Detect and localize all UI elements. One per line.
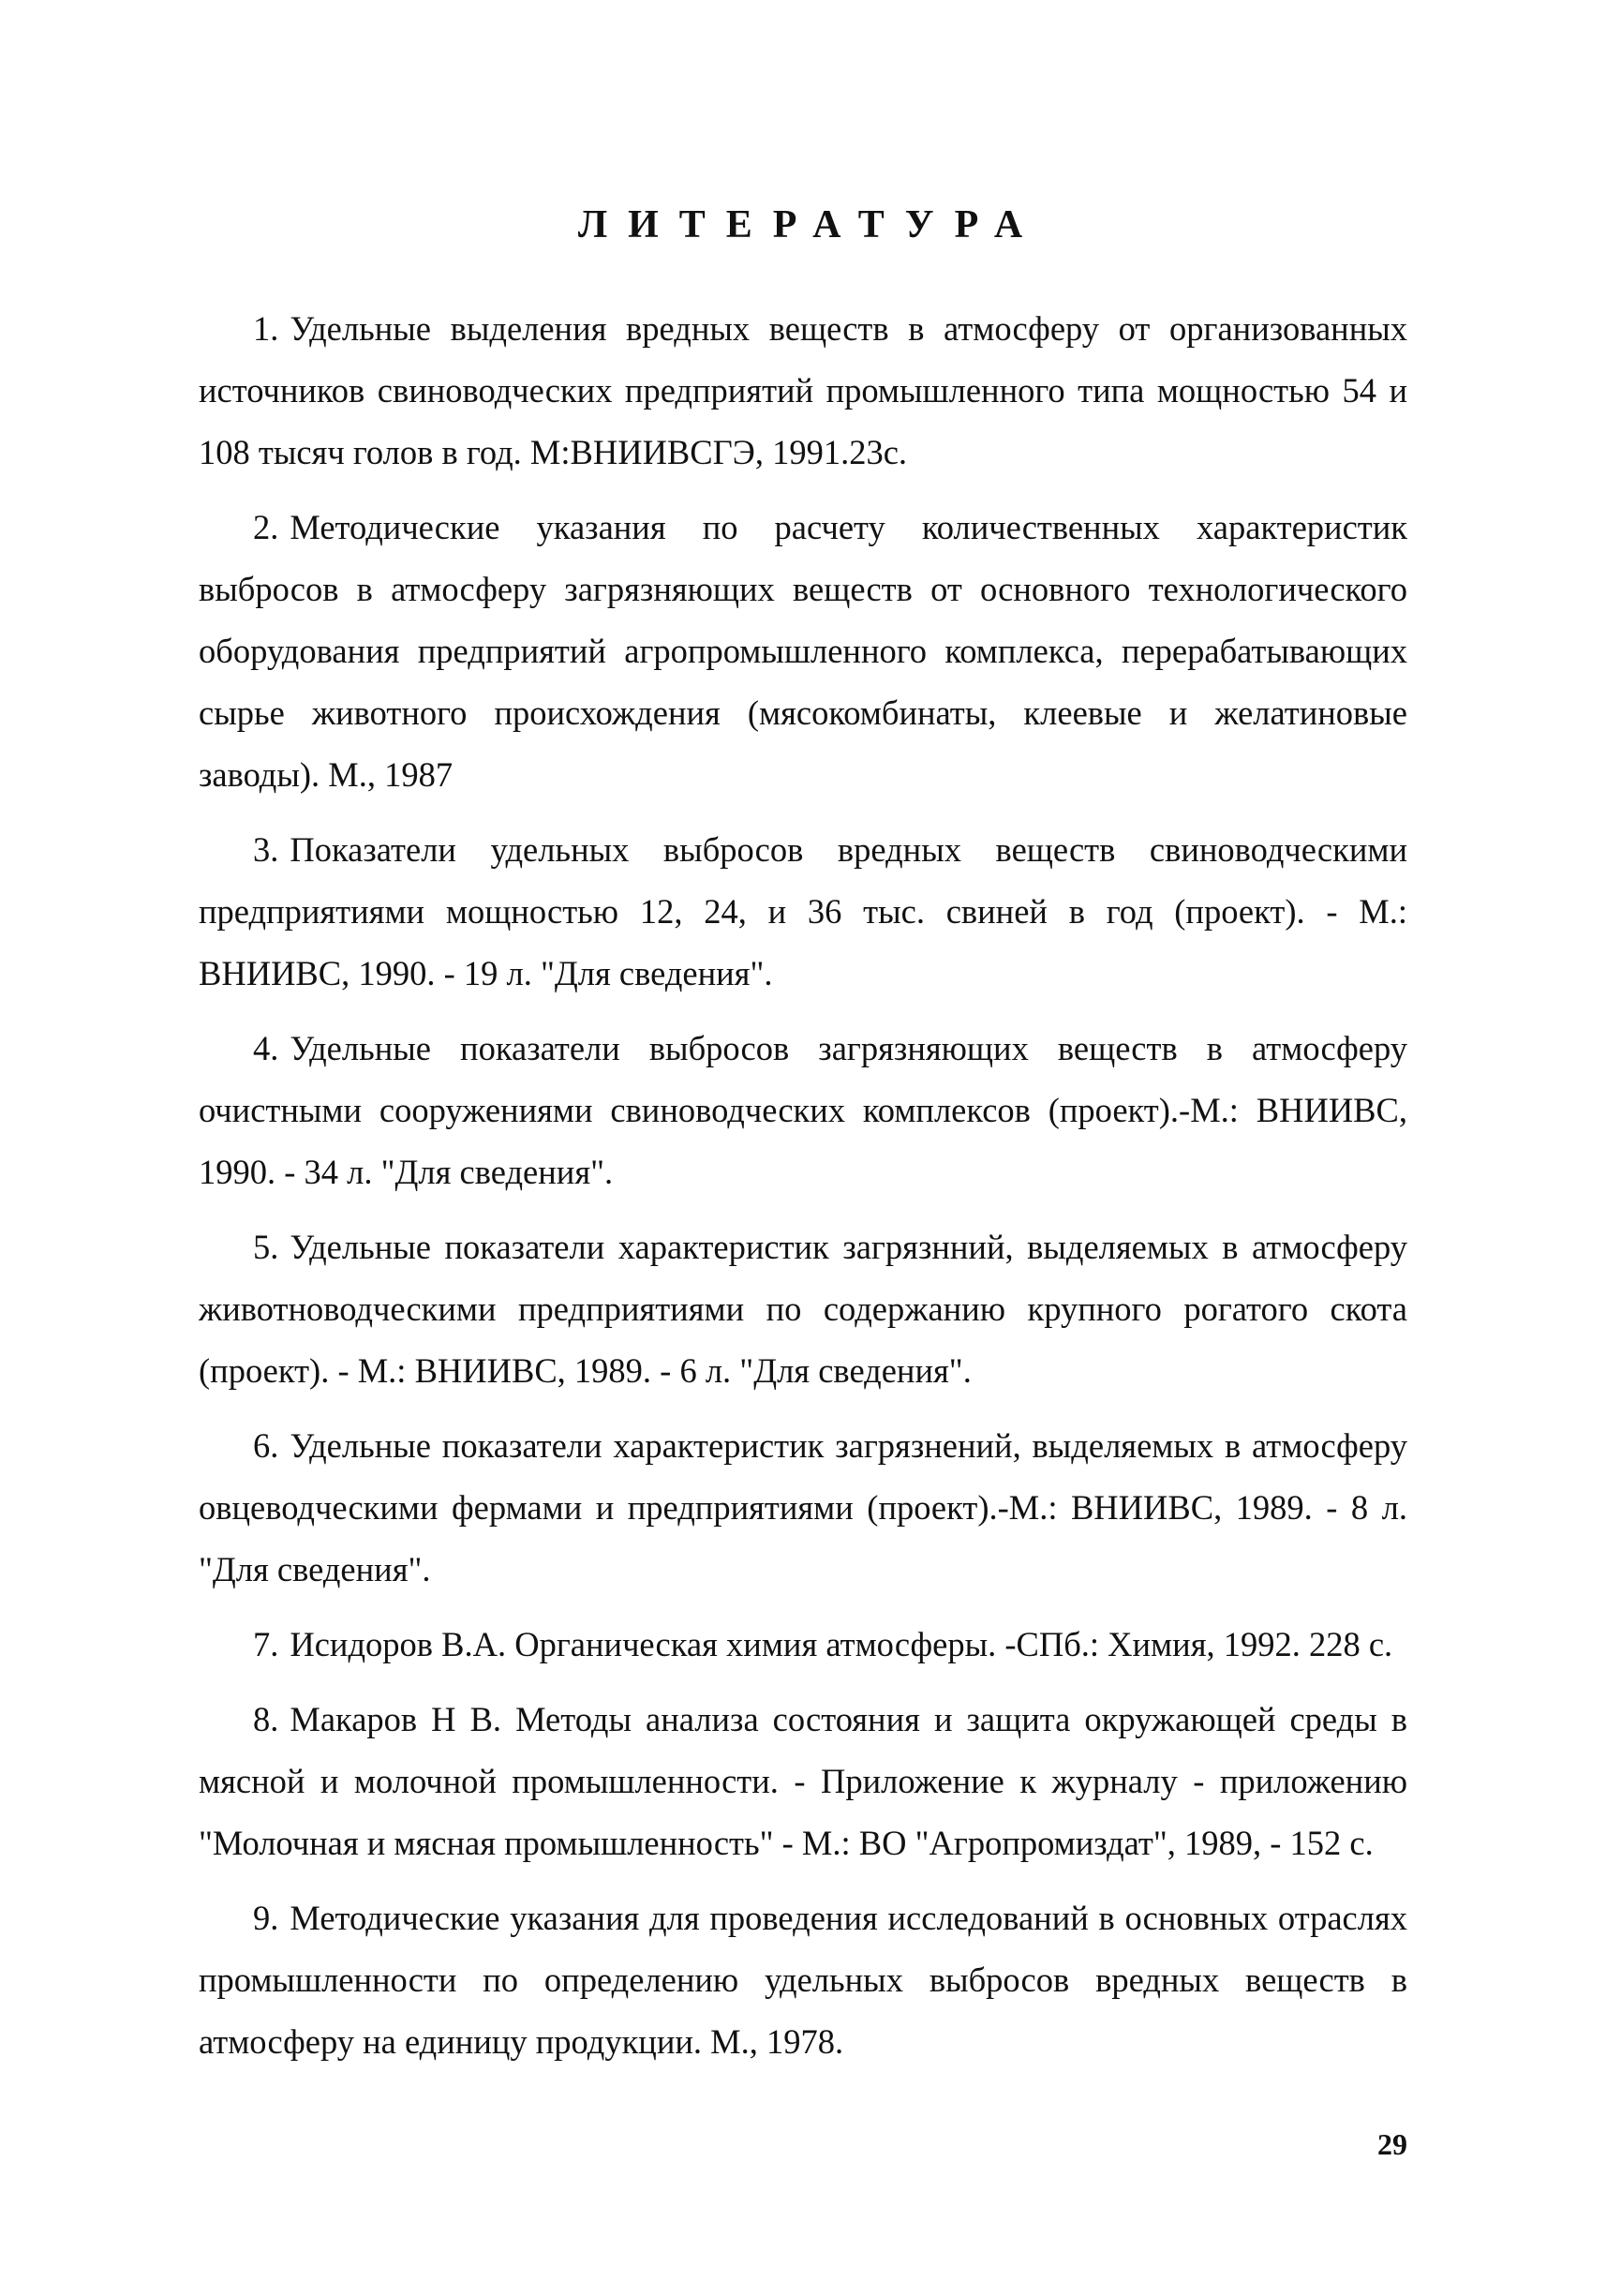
reference-text: Удельные выделения вредных веществ в атмосферу от организованных источников свиноводческих предприятий промышленного типа мощностью 54 и 108 тысяч голов в год. М:ВНИИВСГЭ, 1991.23с. (199, 309, 1407, 471)
reference-item (199, 497, 1407, 806)
reference-item (199, 1614, 1407, 1676)
reference-list (199, 298, 1407, 2086)
reference-number: 1. (253, 309, 279, 348)
reference-number: 5. (253, 1228, 279, 1266)
reference-text: Показатели удельных выбросов вредных веществ свиноводческими предприятиями мощностью 12, 24, и 36 тыс. свиней в год (проект). - М.: ВНИИВС, 1990. - 19 л. "Для сведения". (199, 830, 1407, 992)
reference-item (199, 1415, 1407, 1601)
reference-item (199, 1689, 1407, 1874)
reference-item (199, 1216, 1407, 1402)
reference-item (199, 1887, 1407, 2073)
reference-text: Исидоров В.А. Органическая химия атмосферы. -СПб.: Химия, 1992. 228 с. (290, 1625, 1393, 1663)
reference-number: 3. (253, 830, 279, 869)
reference-number: 8. (253, 1700, 279, 1738)
reference-number: 6. (253, 1426, 279, 1465)
reference-text: Удельные показатели характеристик загрязнений, выделяемых в атмосферу овцеводческими фермами и предприятиями (проект).-М.: ВНИИВС, 1989. - 8 л. "Для сведения". (199, 1426, 1407, 1588)
reference-text: Макаров Н В. Методы анализа состояния и защита окружающей среды в мясной и молочной промышленности. - Приложение к журналу - приложению "Молочная и мясная промышленность" - М.: ВО "Агропромиздат", 1989, - 152 с. (199, 1700, 1407, 1862)
reference-item (199, 298, 1407, 484)
reference-text: Методические указания по расчету количественных характеристик выбросов в атмосферу загрязняющих веществ от основного технологического оборудования предприятий агропромышленного комплекса, перерабатывающих сырье животного происхождения (мясокомбинаты, клеевые и желатиновые заводы). М., 1987 (199, 508, 1407, 794)
reference-number: 2. (253, 508, 279, 546)
reference-number: 7. (253, 1625, 279, 1663)
reference-text: Удельные показатели характеристик загрязнний, выделяемых в атмосферу животноводческими предприятиями по содержанию крупного рогатого скота (проект). - М.: ВНИИВС, 1989. - 6 л. "Для сведения". (199, 1228, 1407, 1390)
page-number: 29 (1377, 2127, 1407, 2161)
reference-number: 9. (253, 1899, 279, 1937)
reference-number: 4. (253, 1029, 279, 1067)
reference-item (199, 819, 1407, 1005)
reference-item (199, 1018, 1407, 1203)
page-title: ЛИТЕРАТУРА (577, 203, 1044, 246)
reference-text: Удельные показатели выбросов загрязняющих веществ в атмосферу очистными сооружениями свиноводческих комплексов (проект).-М.: ВНИИВС, 1990. - 34 л. "Для сведения". (199, 1029, 1407, 1191)
reference-text: Методические указания для проведения исследований в основных отраслях промышленности по определению удельных выбросов вредных веществ в атмосферу на единицу продукции. М., 1978. (199, 1899, 1407, 2061)
